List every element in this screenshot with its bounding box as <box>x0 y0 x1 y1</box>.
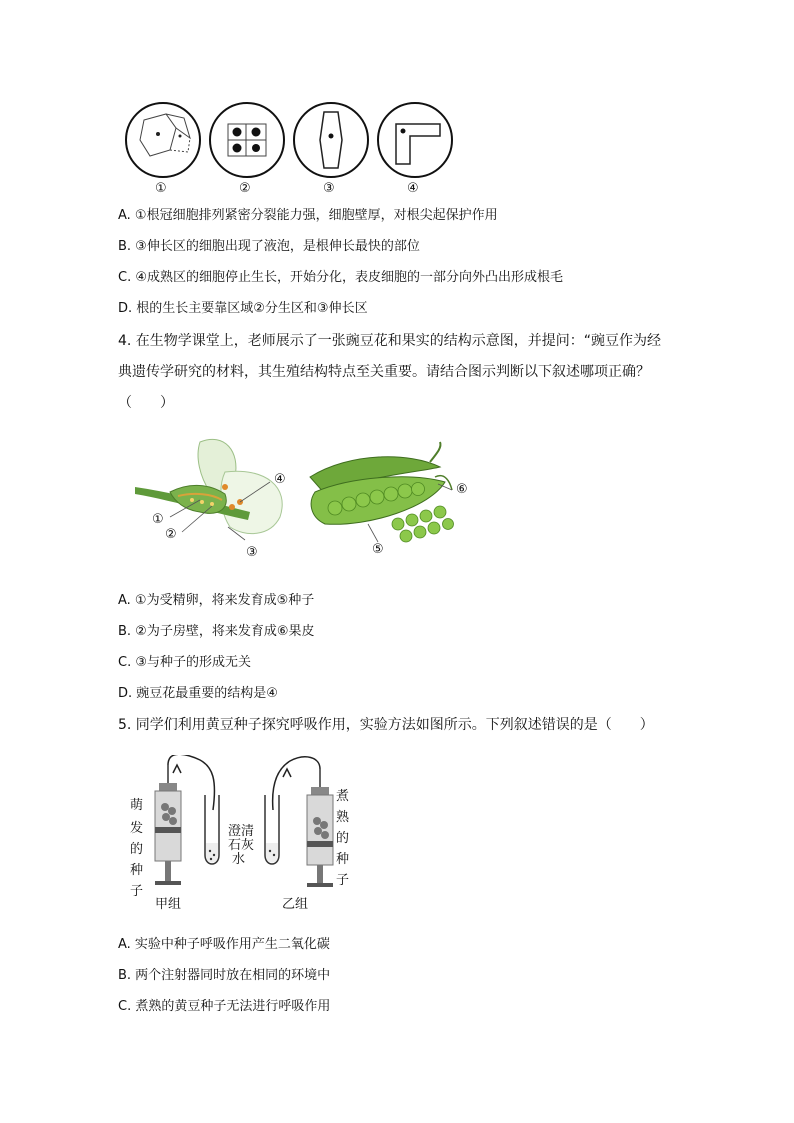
cell-label-2: ② <box>239 181 251 196</box>
pea-label-2: ② <box>165 527 177 542</box>
q4-option-d: D. 豌豆花最重要的结构是④ <box>118 686 278 701</box>
q3-option-a: A. ①根冠细胞排列紧密分裂能力强，细胞壁厚，对根尖起保护作用 <box>118 208 498 223</box>
syringe-right <box>307 769 333 887</box>
cell-diagram-1 <box>126 103 200 177</box>
pea-flower-pod-figure <box>130 432 480 567</box>
boiled-seeds-label-2: 熟 <box>336 810 350 825</box>
cell-diagram-2 <box>210 103 284 177</box>
limewater-label-3: 水 <box>232 852 246 867</box>
pea-label-6: ⑥ <box>456 482 468 497</box>
q4-stem-line-2: 典遗传学研究的材料，其生殖结构特点至关重要。请结合图示判断以下叙述哪项正确？ <box>118 364 650 380</box>
q3-option-d: D. 根的生长主要靠区域②分生区和③伸长区 <box>118 301 368 316</box>
q4-option-c: C. ③与种子的形成无关 <box>118 655 251 670</box>
q4-option-a: A. ①为受精卵，将来发育成⑤种子 <box>118 593 315 608</box>
q3-option-b: B. ③伸长区的细胞出现了液泡，是根伸长最快的部位 <box>118 239 420 254</box>
q4-option-b: B. ②为子房壁，将来发育成⑥果皮 <box>118 624 315 639</box>
pea-label-3: ③ <box>246 545 258 560</box>
pea-label-1: ① <box>152 512 164 527</box>
test-tube-left <box>205 795 219 864</box>
q5-option-c: C. 煮熟的黄豆种子无法进行呼吸作用 <box>118 999 331 1014</box>
q3-option-c: C. ④成熟区的细胞停止生长，开始分化，表皮细胞的一部分向外凸出形成根毛 <box>118 270 563 285</box>
pea-label-5: ⑤ <box>372 542 384 557</box>
q4-stem-line-1: 4. 在生物学课堂上，老师展示了一张豌豆花和果实的结构示意图，并提问：“豌豆作为经 <box>118 333 662 349</box>
pea-pod-image <box>310 442 454 542</box>
cell-diagram-4 <box>378 103 452 177</box>
limewater-label-2: 石灰 <box>228 838 255 853</box>
cell-label-1: ① <box>155 181 167 196</box>
germinating-seeds-label-4: 种 <box>130 863 144 878</box>
syringe-left <box>155 765 181 885</box>
limewater-label-1: 澄清 <box>228 824 255 839</box>
group-a-label: 甲组 <box>155 897 182 912</box>
boiled-seeds-label-1: 煮 <box>336 789 350 804</box>
germinating-seeds-label-1: 萌 <box>130 798 144 813</box>
boiled-seeds-label-5: 子 <box>336 873 350 888</box>
germinating-seeds-label-5: 子 <box>130 884 144 899</box>
q5-option-b: B. 两个注射器同时放在相同的环境中 <box>118 968 331 983</box>
cell-label-4: ④ <box>407 181 419 196</box>
boiled-seeds-label-3: 的 <box>336 831 350 846</box>
cell-label-3: ③ <box>323 181 335 196</box>
boiled-seeds-label-4: 种 <box>336 852 350 867</box>
pea-label-4: ④ <box>274 472 286 487</box>
q5-option-a: A. 实验中种子呼吸作用产生二氧化碳 <box>118 937 330 952</box>
cell-diagram-3 <box>294 103 368 177</box>
germinating-seeds-label-2: 发 <box>130 821 144 836</box>
germinating-seeds-label-3: 的 <box>130 842 144 857</box>
q4-stem-line-3: （ ） <box>118 395 174 411</box>
q5-stem: 5. 同学们利用黄豆种子探究呼吸作用，实验方法如图所示。下列叙述错误的是（ ） <box>118 717 654 733</box>
group-b-label: 乙组 <box>282 897 309 912</box>
